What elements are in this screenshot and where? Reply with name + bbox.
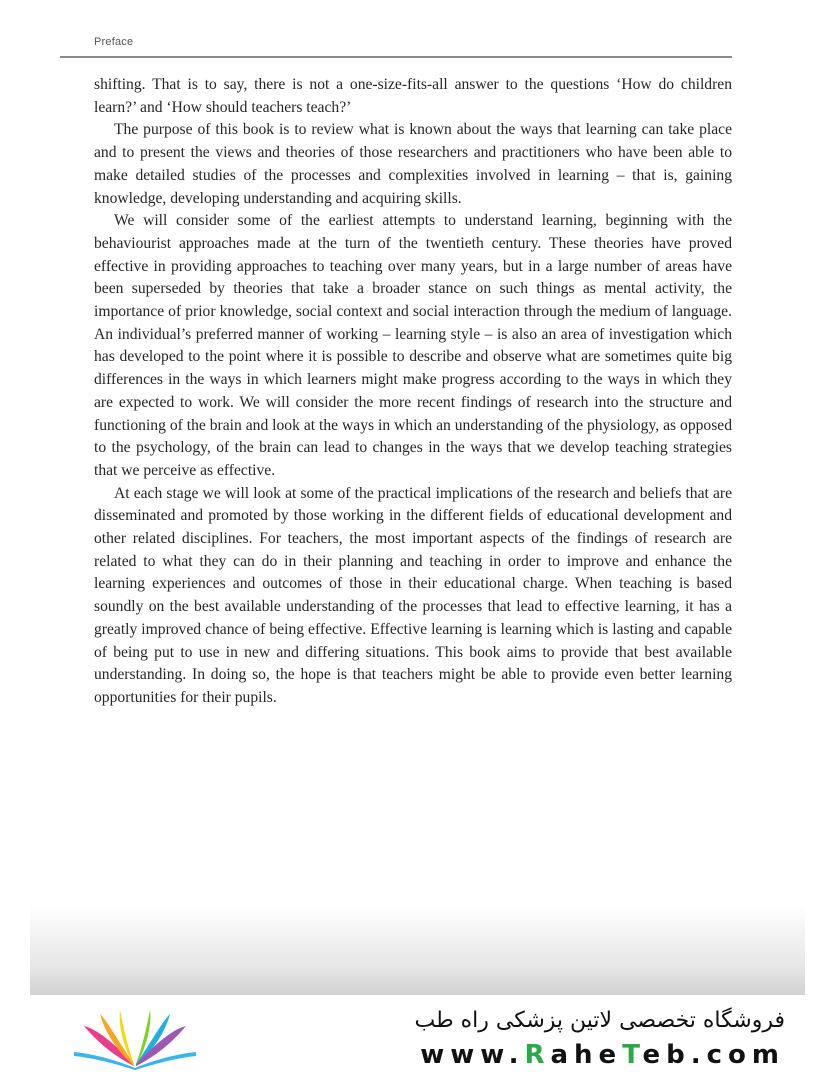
paragraph-2: The purpose of this book is to review what is known about the ways that learning can take place and to present the views and theories of those researchers and practitioners who have been able to make detailed studies of the processes and complexities involved in learning – that is, gaining knowledge, developing understanding and acquiring skills. bbox=[94, 121, 732, 207]
url-mid: ahe bbox=[550, 1040, 623, 1070]
url-suffix: eb.com bbox=[642, 1040, 785, 1070]
open-book-rainbow-icon bbox=[70, 1008, 200, 1070]
shop-name: فروشگاه تخصصی لاتین پزشکی راه طب bbox=[414, 1008, 785, 1033]
header-rule bbox=[60, 56, 732, 58]
body-text bbox=[94, 74, 732, 710]
paragraph-3: We will consider some of the earliest attempts to understand learning, beginning with the behaviourist approaches made at the turn of the twentieth century. These theories have proved effective in providing approaches to teaching over many years, but in a large number of areas have been superseded by theories that take a broader stance on such things as mental activity, the importance of prior knowledge, social context and social interaction through the medium of language. An individual’s preferred manner of working – learning style – is also an area of investigation which has developed to the point where it is possible to describe and observe what are sometimes quite big differences in the ways in which learners might make progress according to the ways in which they are expected to work. We will consider the more recent findings of research into the structure and functioning of the brain and look at the ways in which an understanding of the physiology, as opposed to the psychology, of the brain can lead to changes in the ways that we develop teaching strategies that we perceive as effective. bbox=[94, 212, 732, 479]
running-head: Preface bbox=[94, 36, 134, 48]
page-bottom-shadow bbox=[30, 905, 805, 995]
paragraph-4: At each stage we will look at some of the practical implications of the research and beliefs that are disseminated and promoted by those working in the different fields of educational development and other related disciplines. For teachers, the most important aspects of the findings of research are related to what they can do in their planning and teaching in order to improve and enhance the learning experiences and outcomes of those in their educational charge. When teaching is based soundly on the best available understanding of the processes that lead to effective learning, it has a greatly improved chance of being effective. Effective learning is learning which is lasting and capable of being put to use in new and differing situations. This book aims to provide that best available understanding. In doing so, the hope is that teachers might be able to provide even better learning opportunities for their pupils. bbox=[94, 484, 732, 706]
url-prefix: www. bbox=[420, 1040, 525, 1070]
url-letter-t: T bbox=[622, 1040, 643, 1070]
paragraph-1: shifting. That is to say, there is not a one-size-fits-all answer to the questions ‘How do children learn?’ and ‘How should teachers teach?’ bbox=[94, 76, 732, 116]
url-letter-r: R bbox=[524, 1040, 551, 1070]
shop-url bbox=[420, 1040, 785, 1070]
